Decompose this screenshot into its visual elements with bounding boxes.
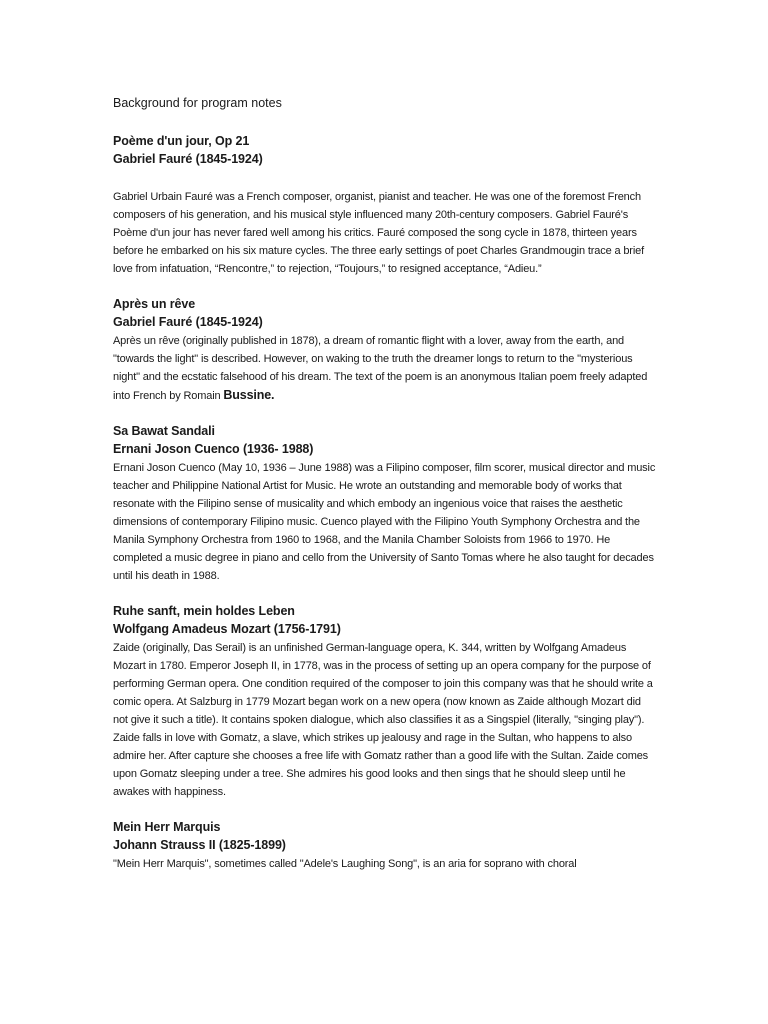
program-note-text: "Mein Herr Marquis", sometimes called "Adele's Laughing Song", is an aria for soprano with choral [113, 858, 577, 870]
piece-title: Mein Herr Marquis [113, 820, 221, 834]
document-title: Background for program notes [113, 96, 282, 110]
program-section-sa-bawat-sandali [113, 422, 658, 585]
program-note-text: Zaide (originally, Das Serail) is an unfinished German-language opera, K. 344, written by Wolfgang Amadeus Mozart in 1780. Emperor Joseph II, in 1778, was in the process of setting up an opera company for the purpose of performing German opera. One condition required of the composer to join this company was that he should write a comic opera. At Salzburg in 1779 Mozart began work on a new opera (now known as Zaide although Mozart did not give it such a title). It contains spoken dialogue, which also classifies it as a Singspiel (literally, "singing play"). Zaide falls in love with Gomatz, a slave, which strikes up jealousy and rage in the Sultan, who happens to also admire her. After capture she chooses a free life with Gomatz rather than a good life with the Sultan. Zaide comes upon Gomatz sleeping under a tree. She admires his good looks and then sings that he should sleep until he awakes with happiness. [113, 642, 653, 798]
program-section-apres-un-reve [113, 295, 658, 405]
program-section-poeme-dun-jour [113, 132, 658, 278]
program-note-text: Ernani Joson Cuenco (May 10, 1936 – June 1988) was a Filipino composer, film scorer, musical director and music teacher and Philippine National Artist for Music. He wrote an outstanding and memorable body of works that resonate with the Filipino sense of musicality and which embody an ingenious voice that raises the aesthetic dimensions of contemporary Filipino music. Cuenco played with the Filipino Youth Symphony Orchestra and the Manila Symphony Orchestra from 1960 to 1968, and the Manila Chamber Soloists from 1966 to 1970. He completed a music degree in piano and cello from the University of Santo Tomas where he also taught for decades until his death in 1988. [113, 462, 656, 582]
composer-heading: Johann Strauss II (1825-1899) [113, 838, 286, 852]
program-note-paragraph [113, 332, 658, 405]
composer-heading: Gabriel Fauré (1845-1924) [113, 152, 263, 166]
piece-title: Sa Bawat Sandali [113, 424, 215, 438]
piece-title: Ruhe sanft, mein holdes Leben [113, 604, 295, 618]
composer-heading: Gabriel Fauré (1845-1924) [113, 315, 263, 329]
document-page [113, 94, 658, 890]
piece-title: Après un rêve [113, 297, 196, 311]
program-note-text: Après un rêve (originally published in 1878), a dream of romantic flight with a lover, away from the earth, and "towards the light" is described. However, on waking to the truth the dreamer longs to return to the "mysterious night" and the ecstatic falsehood of his dream. The text of the poem is an anonymous Italian poem freely adapted into French by Romain [113, 335, 648, 402]
composer-heading: Wolfgang Amadeus Mozart (1756-1791) [113, 622, 341, 636]
program-section-ruhe-sanft [113, 602, 658, 801]
program-note-text: Gabriel Urbain Fauré was a French composer, organist, pianist and teacher. He was one of the foremost French composers of his generation, and his musical style influenced many 20th-century composers. Gabriel Fauré's Poème d'un jour has never fared well among his critics. Fauré composed the song cycle in 1878, thirteen years before he embarked on his six mature cycles. The three early settings of poet Charles Grandmougin trace a brief love from infatuation, “Rencontre,” to rejection, “Toujours,” to resigned acceptance, “Adieu.” [113, 191, 644, 275]
program-note-text-tail: Bussine. [223, 388, 275, 402]
composer-heading: Ernani Joson Cuenco (1936- 1988) [113, 442, 314, 456]
program-section-mein-herr-marquis [113, 818, 658, 873]
piece-title: Poème d'un jour, Op 21 [113, 134, 250, 148]
